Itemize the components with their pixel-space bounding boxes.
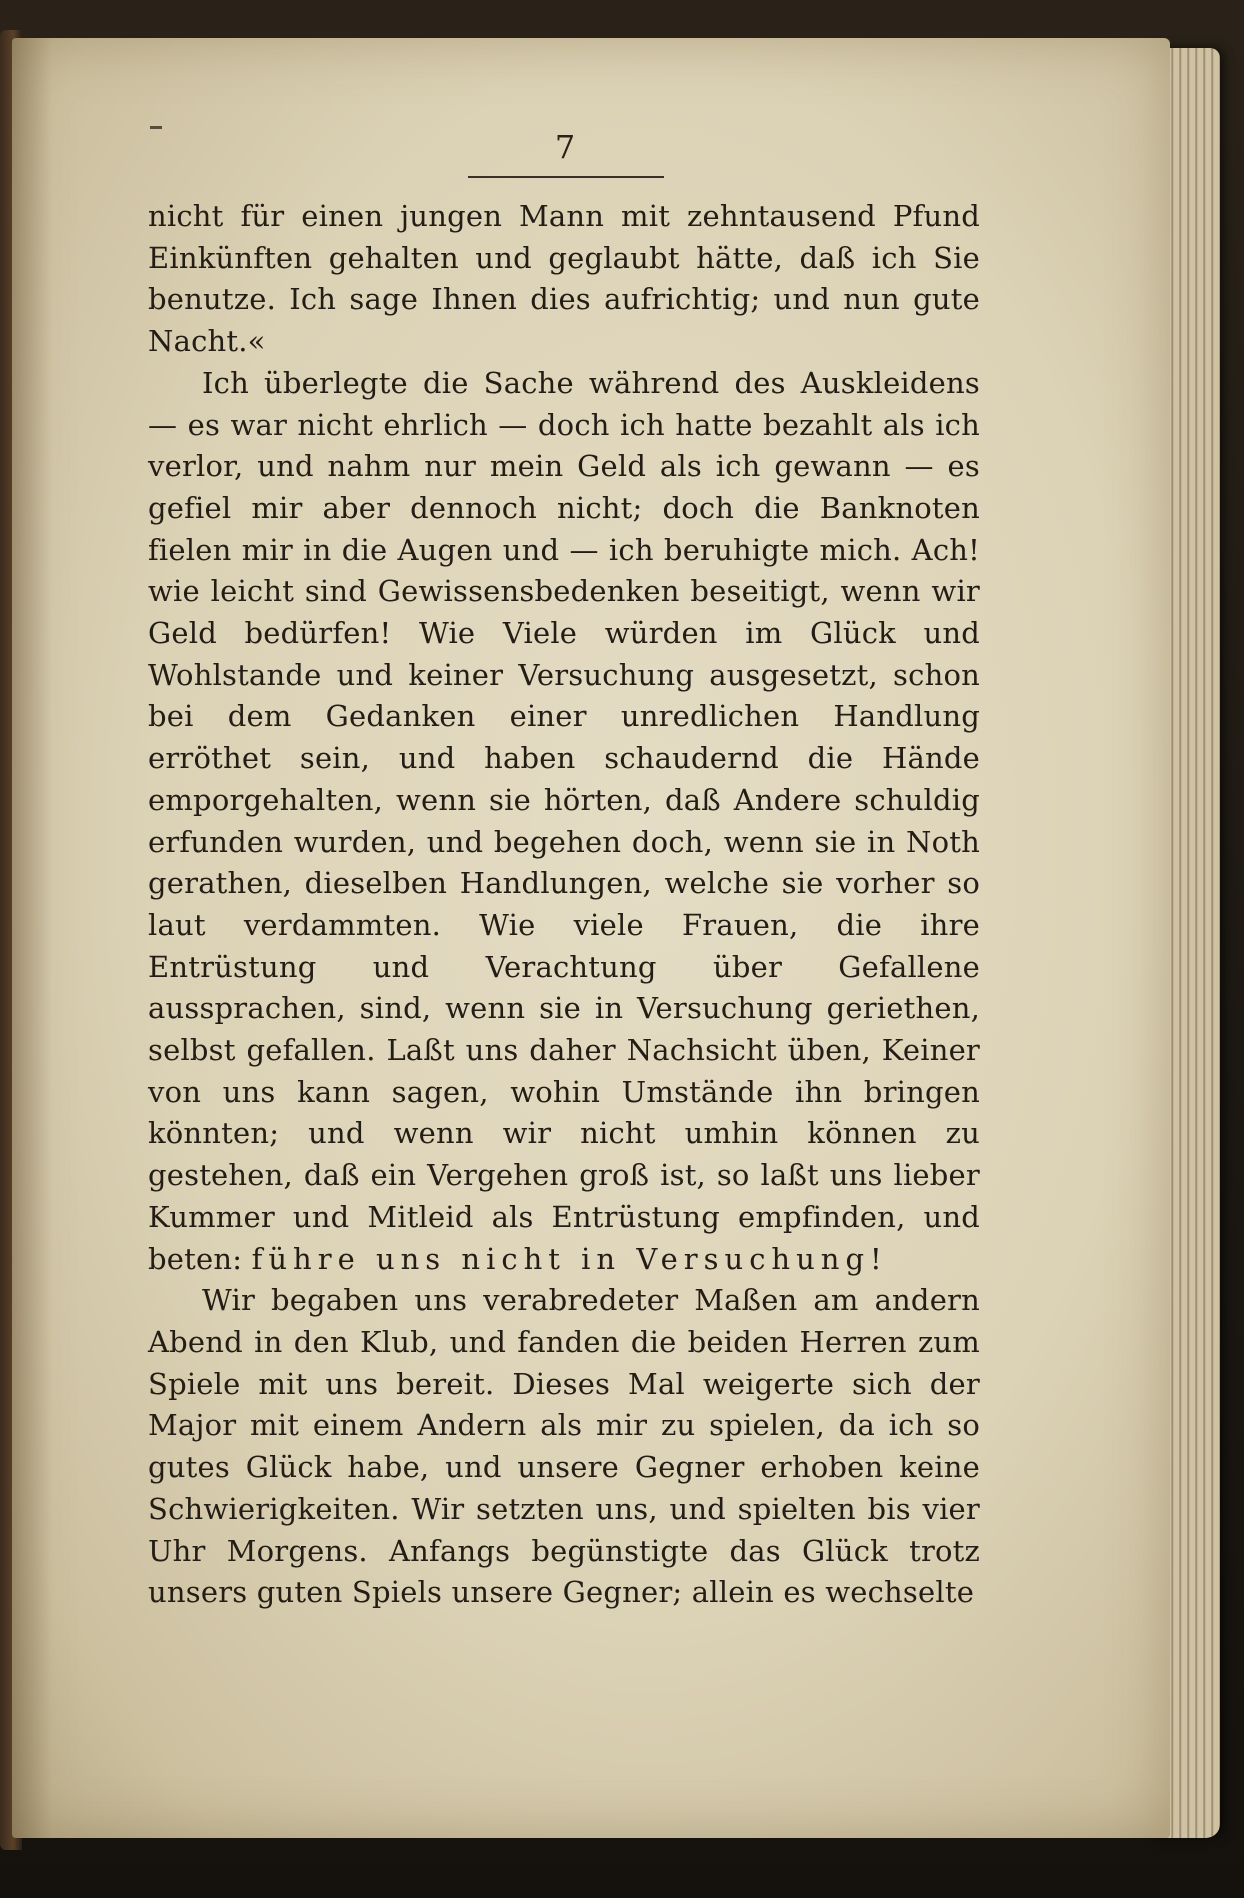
paragraph-2-spaced-prayer: führe uns nicht in Versuchung!	[251, 1241, 888, 1276]
page-number: 7	[554, 128, 576, 166]
paragraph-1: nicht für einen jungen Mann mit zehntausend Pfund Einkünften gehalten und geglaubt hätte, daß ich Sie benutze. Ich sage Ihnen dies aufrichtig; und nun gute Nacht.«	[148, 199, 980, 359]
page-body-text	[148, 196, 980, 1614]
header-rule	[468, 176, 664, 178]
print-mark	[150, 126, 162, 129]
paragraph-3: Wir begaben uns verabredeter Maßen am andern Abend in den Klub, und fanden die beiden Herren zum Spiele mit uns bereit. Dieses Mal weigerte sich der Major mit einem Andern als mir zu spielen, da ich so gutes Glück habe, und unsere Gegner erhoben keine Schwierigkeiten. Wir setzten uns, und spielten bis vier Uhr Morgens. Anfangs begünstigte das Glück trotz unsers guten Spiels unsere Gegner; allein es wechselte	[148, 1283, 980, 1610]
paragraph-2-text: Ich überlegte die Sache während des Auskleidens — es war nicht ehrlich — doch ich hatte bezahlt als ich verlor, und nahm nur mein Geld als ich gewann — es gefiel mir aber dennoch nicht; doch die Banknoten fielen mir in die Augen und — ich beruhigte mich. Ach! wie leicht sind Gewissensbedenken beseitigt, wenn wir Geld bedürfen! Wie Viele würden im Glück und Wohlstande und keiner Versuchung ausgesetzt, schon bei dem Gedanken einer unredlichen Handlung erröthet sein, und haben schaudernd die Hände emporgehalten, wenn sie hörten, daß Andere schuldig erfunden wurden, und begehen doch, wenn sie in Noth gerathen, dieselben Handlungen, welche sie vorher so laut verdammten. Wie viele Frauen, die ihre Entrüstung und Verachtung über Gefallene aussprachen, sind, wenn sie in Versuchung geriethen, selbst gefallen. Laßt uns daher Nachsicht üben, Keiner von uns kann sagen, wohin Umstände ihn bringen könnten; und wenn wir nicht umhin können zu gestehen, daß ein Vergehen groß ist, so laßt uns lieber Kummer und Mitleid als Entrüstung empfinden, und beten:	[148, 365, 980, 1276]
paragraph-2	[148, 363, 980, 1280]
